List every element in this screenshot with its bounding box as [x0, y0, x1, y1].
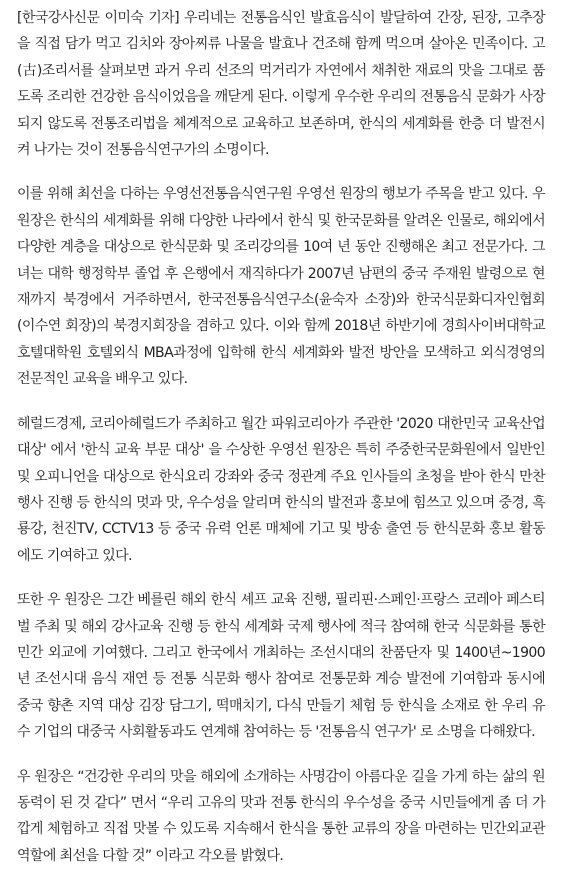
article-paragraph-1: [한국강사신문 이미숙 기자] 우리네는 전통음식인 발효음식이 발달하여 간장, 된장, 고추장을 직접 담가 먹고 김치와 장아찌류 나물을 발효나 건조해 함께 먹으며 살아온 민족이다. 고(古)조리서를 살펴보면 과거 우리 선조의 먹거리가 자연에서 채취한 재료의 맛을 그대로 품도록 조리한 건강한 음식이었음을 깨닫게 된다. 이렇게 우수한 우리의 전통음식 문화가 사장되지 않도록 전통조리법을 체계적으로 교육하고 보존하며, 한식의 세계화를 한층 더 발전시켜 나가는 것이 전통음식연구가의 소명이다.	[17, 10, 545, 159]
article-paragraph-5: 우 원장은 “건강한 우리의 맛을 해외에 소개하는 사명감이 아름다운 길을 가게 하는 삶의 원동력이 된 것 같다” 면서 “우리 고유의 맛과 전통 한식의 우수성을 중국 시민들에게 좀 더 가깝게 체험하고 직접 맛볼 수 있도록 지속해서 한식을 통한 교류의 장을 마련하는 민간외교관 역할에 최선을 다할 것” 이라고 각오를 밝혔다.	[17, 768, 545, 864]
article-paragraph-3: 헤럴드경제, 코리아헤럴드가 주최하고 월간 파워코리아가 주관한 '2020 대한민국 교육산업대상' 에서 '한식 교육 부문 대상' 을 수상한 우영선 원장은 특히 주중한국문화원에서 일반인 및 오피니언을 대상으로 한식요리 강좌와 중국 정관계 주요 인사들의 초청을 받아 한식 만찬 행사 진행 등 한식의 멋과 맛, 우수성을 알리며 한식의 발전과 홍보에 힘쓰고 있으며 중경, 흑룡강, 천진TV, CCTV13 등 중국 유력 언론 매체에 기고 및 방송 출연 등 한식문화 홍보 활동에도 기여하고 있다.	[17, 415, 545, 564]
article-paragraph-4: 또한 우 원장은 그간 베를린 해외 한식 셰프 교육 진행, 필리핀·스페인·프랑스 코레아 페스티벌 주최 및 해외 강사교육 진행 등 한식 세계화 국제 행사에 적극 참여해 한국 식문화를 통한 민간 외교에 기여했다. 그리고 한국에서 개최하는 조선시대의 찬품단자 및 1400년~1900년 조선시대 음식 재연 등 전통 식문화 행사 참여로 전통문화 계승 발전에 기여함과 동시에 중국 향촌 지역 대상 김장 담그기, 떡매치기, 다식 만들기 체험 등 한식을 소재로 한 우리 유수 기업의 대중국 사회활동과도 연계해 참여하는 등 '전통음식 연구가' 로 소명을 다해왔다.	[17, 592, 545, 741]
article-paragraph-2: 이를 위해 최선을 다하는 우영선전통음식연구원 우영선 원장의 행보가 주목을 받고 있다. 우 원장은 한식의 세계화를 위해 다양한 나라에서 한식 및 한국문화를 알려온 인물로, 해외에서 다양한 계층을 대상으로 한식문화 및 조리강의를 10여 년 동안 진행해온 최고 전문가다. 그녀는 대학 행정학부 졸업 후 은행에서 재직하다가 2007년 남편의 중국 주재원 발령으로 현재까지 북경에서 거주하면서, 한국전통음식연구소(윤숙자 소장)와 한국식문화디자인협회(이수연 회장)의 북경지회장을 겸하고 있다. 이와 함께 2018년 하반기에 경희사이버대학교 호텔대학원 호텔외식 MBA과정에 입학해 한식 세계화와 발전 방안을 모색하고 외식경영의 전문적인 교육을 배우고 있다.	[17, 186, 545, 388]
article-body	[17, 5, 545, 887]
